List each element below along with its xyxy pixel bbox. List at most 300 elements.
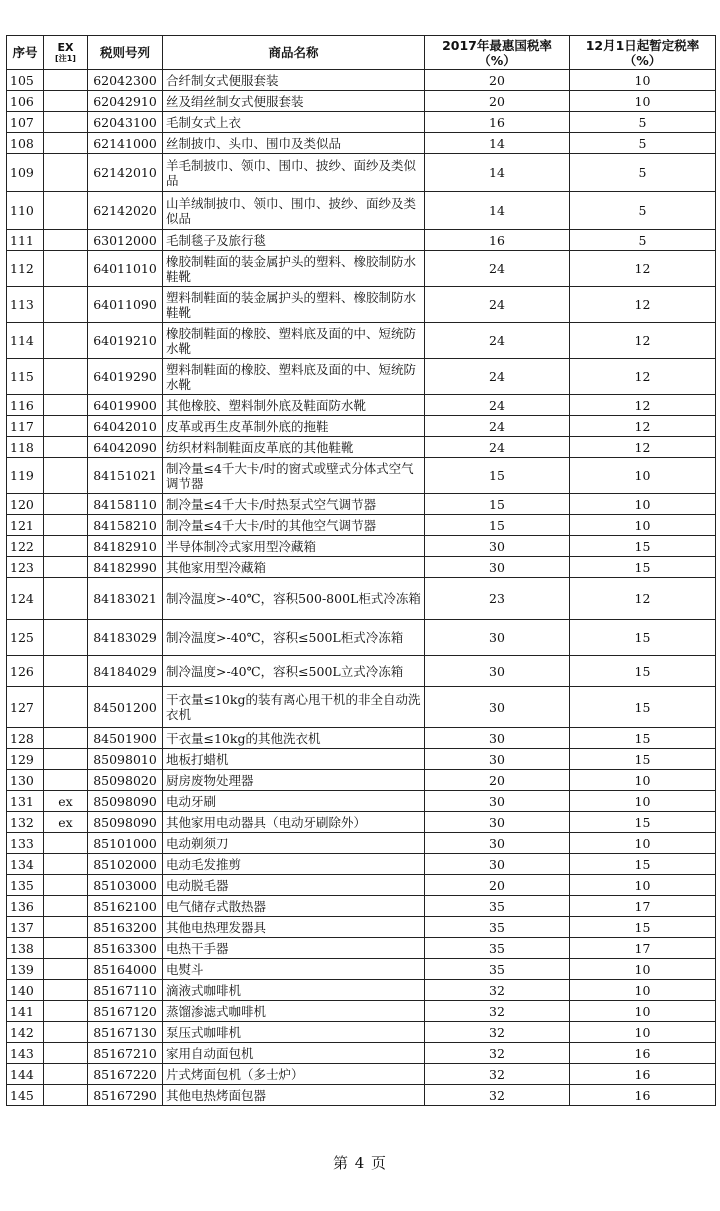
table-row	[7, 437, 716, 458]
cell-tariff-code: 85103000	[88, 875, 163, 896]
cell-temporary-rate: 12	[570, 578, 716, 620]
tariff-table	[6, 35, 716, 1106]
table-row	[7, 416, 716, 437]
table-row	[7, 770, 716, 791]
cell-mfn-rate: 32	[425, 1043, 570, 1064]
cell-seq: 144	[7, 1064, 44, 1085]
table-row	[7, 133, 716, 154]
cell-mfn-rate: 20	[425, 770, 570, 791]
cell-temporary-rate: 12	[570, 416, 716, 437]
cell-seq: 136	[7, 896, 44, 917]
table-row	[7, 1001, 716, 1022]
table-row	[7, 192, 716, 230]
cell-temporary-rate: 10	[570, 833, 716, 854]
cell-product-name: 泵压式咖啡机	[163, 1022, 425, 1043]
cell-mfn-rate: 14	[425, 133, 570, 154]
cell-ex	[44, 557, 88, 578]
cell-temporary-rate: 10	[570, 494, 716, 515]
header-name: 商品名称	[163, 36, 425, 70]
cell-product-name: 皮革或再生皮革制外底的拖鞋	[163, 416, 425, 437]
cell-temporary-rate: 16	[570, 1085, 716, 1106]
table-row	[7, 323, 716, 359]
cell-product-name: 电动剃须刀	[163, 833, 425, 854]
cell-mfn-rate: 32	[425, 1022, 570, 1043]
cell-mfn-rate: 35	[425, 896, 570, 917]
table-row	[7, 557, 716, 578]
cell-tariff-code: 62141000	[88, 133, 163, 154]
cell-tariff-code: 85167290	[88, 1085, 163, 1106]
cell-seq: 124	[7, 578, 44, 620]
table-row	[7, 656, 716, 687]
cell-product-name: 电热干手器	[163, 938, 425, 959]
cell-tariff-code: 84184029	[88, 656, 163, 687]
cell-tariff-code: 85167130	[88, 1022, 163, 1043]
cell-temporary-rate: 10	[570, 959, 716, 980]
table-row	[7, 833, 716, 854]
cell-seq: 112	[7, 251, 44, 287]
table-row	[7, 728, 716, 749]
cell-tariff-code: 85167220	[88, 1064, 163, 1085]
cell-mfn-rate: 23	[425, 578, 570, 620]
header-mfn-rate	[425, 36, 570, 70]
cell-seq: 114	[7, 323, 44, 359]
cell-mfn-rate: 32	[425, 1001, 570, 1022]
table-row	[7, 112, 716, 133]
cell-seq: 131	[7, 791, 44, 812]
cell-tariff-code: 85163300	[88, 938, 163, 959]
cell-seq: 133	[7, 833, 44, 854]
cell-ex	[44, 192, 88, 230]
cell-product-name: 干衣量≤10kg的装有离心甩干机的非全自动洗衣机	[163, 687, 425, 728]
cell-tariff-code: 85098010	[88, 749, 163, 770]
header-code: 税则号列	[88, 36, 163, 70]
cell-seq: 128	[7, 728, 44, 749]
cell-ex	[44, 656, 88, 687]
header-mfn-line2: （%）	[478, 52, 516, 68]
table-row	[7, 791, 716, 812]
cell-product-name: 制冷温度>-40℃，容积≤500L柜式冷冻箱	[163, 620, 425, 656]
table-row	[7, 515, 716, 536]
cell-seq: 106	[7, 91, 44, 112]
cell-tariff-code: 84182910	[88, 536, 163, 557]
cell-product-name: 干衣量≤10kg的其他洗衣机	[163, 728, 425, 749]
cell-product-name: 毛制女式上衣	[163, 112, 425, 133]
cell-product-name: 山羊绒制披巾、领巾、围巾、披纱、面纱及类似品	[163, 192, 425, 230]
cell-ex	[44, 323, 88, 359]
cell-ex	[44, 687, 88, 728]
cell-tariff-code: 64019210	[88, 323, 163, 359]
table-row	[7, 854, 716, 875]
cell-tariff-code: 62042910	[88, 91, 163, 112]
cell-tariff-code: 84501200	[88, 687, 163, 728]
cell-ex	[44, 833, 88, 854]
cell-seq: 135	[7, 875, 44, 896]
cell-product-name: 其他电热理发器具	[163, 917, 425, 938]
cell-mfn-rate: 35	[425, 938, 570, 959]
cell-tariff-code: 84501900	[88, 728, 163, 749]
cell-mfn-rate: 32	[425, 1064, 570, 1085]
cell-ex	[44, 458, 88, 494]
cell-product-name: 其他电热烤面包器	[163, 1085, 425, 1106]
table-row	[7, 287, 716, 323]
cell-product-name: 地板打蜡机	[163, 749, 425, 770]
cell-mfn-rate: 30	[425, 854, 570, 875]
cell-tariff-code: 62142020	[88, 192, 163, 230]
cell-temporary-rate: 15	[570, 557, 716, 578]
cell-temporary-rate: 15	[570, 728, 716, 749]
cell-product-name: 电动牙刷	[163, 791, 425, 812]
cell-product-name: 制冷温度>-40℃，容积500-800L柜式冷冻箱	[163, 578, 425, 620]
cell-temporary-rate: 12	[570, 437, 716, 458]
cell-temporary-rate: 12	[570, 323, 716, 359]
cell-ex	[44, 917, 88, 938]
cell-tariff-code: 85101000	[88, 833, 163, 854]
cell-mfn-rate: 30	[425, 791, 570, 812]
cell-seq: 125	[7, 620, 44, 656]
cell-tariff-code: 64019900	[88, 395, 163, 416]
cell-ex	[44, 959, 88, 980]
table-row	[7, 917, 716, 938]
table-row	[7, 359, 716, 395]
cell-product-name: 羊毛制披巾、领巾、围巾、披纱、面纱及类似品	[163, 154, 425, 192]
cell-mfn-rate: 32	[425, 980, 570, 1001]
cell-product-name: 制冷量≤4千大卡/时的窗式或壁式分体式空气调节器	[163, 458, 425, 494]
table-row	[7, 1085, 716, 1106]
table-row	[7, 494, 716, 515]
cell-temporary-rate: 15	[570, 620, 716, 656]
table-row	[7, 458, 716, 494]
cell-product-name: 其他家用电动器具（电动牙刷除外）	[163, 812, 425, 833]
cell-mfn-rate: 30	[425, 833, 570, 854]
cell-product-name: 电气储存式散热器	[163, 896, 425, 917]
cell-seq: 116	[7, 395, 44, 416]
cell-tariff-code: 85098090	[88, 791, 163, 812]
cell-tariff-code: 64011010	[88, 251, 163, 287]
cell-mfn-rate: 16	[425, 230, 570, 251]
cell-temporary-rate: 15	[570, 536, 716, 557]
cell-ex	[44, 749, 88, 770]
cell-seq: 127	[7, 687, 44, 728]
cell-mfn-rate: 30	[425, 557, 570, 578]
cell-seq: 123	[7, 557, 44, 578]
cell-mfn-rate: 20	[425, 91, 570, 112]
cell-seq: 138	[7, 938, 44, 959]
cell-seq: 111	[7, 230, 44, 251]
cell-seq: 119	[7, 458, 44, 494]
cell-temporary-rate: 15	[570, 917, 716, 938]
cell-product-name: 厨房废物处理器	[163, 770, 425, 791]
cell-temporary-rate: 16	[570, 1064, 716, 1085]
cell-mfn-rate: 30	[425, 749, 570, 770]
cell-seq: 140	[7, 980, 44, 1001]
cell-temporary-rate: 5	[570, 192, 716, 230]
cell-ex	[44, 251, 88, 287]
cell-mfn-rate: 30	[425, 812, 570, 833]
table-row	[7, 395, 716, 416]
cell-product-name: 丝制披巾、头巾、围巾及类似品	[163, 133, 425, 154]
cell-ex	[44, 70, 88, 91]
cell-tariff-code: 84158110	[88, 494, 163, 515]
table-row	[7, 578, 716, 620]
cell-tariff-code: 84183029	[88, 620, 163, 656]
cell-tariff-code: 85098090	[88, 812, 163, 833]
cell-product-name: 制冷量≤4千大卡/时热泵式空气调节器	[163, 494, 425, 515]
cell-seq: 139	[7, 959, 44, 980]
cell-seq: 121	[7, 515, 44, 536]
cell-temporary-rate: 12	[570, 287, 716, 323]
cell-mfn-rate: 14	[425, 154, 570, 192]
cell-product-name: 橡胶制鞋面的装金属护头的塑料、橡胶制防水鞋靴	[163, 251, 425, 287]
cell-ex	[44, 536, 88, 557]
cell-temporary-rate: 5	[570, 154, 716, 192]
cell-seq: 134	[7, 854, 44, 875]
cell-temporary-rate: 15	[570, 749, 716, 770]
cell-ex	[44, 154, 88, 192]
cell-seq: 141	[7, 1001, 44, 1022]
cell-product-name: 其他家用型冷藏箱	[163, 557, 425, 578]
cell-seq: 108	[7, 133, 44, 154]
cell-product-name: 橡胶制鞋面的橡胶、塑料底及面的中、短统防水靴	[163, 323, 425, 359]
cell-seq: 145	[7, 1085, 44, 1106]
cell-ex	[44, 1064, 88, 1085]
cell-tariff-code: 84158210	[88, 515, 163, 536]
cell-seq: 130	[7, 770, 44, 791]
cell-tariff-code: 64011090	[88, 287, 163, 323]
cell-seq: 129	[7, 749, 44, 770]
cell-tariff-code: 84182990	[88, 557, 163, 578]
cell-product-name: 塑料制鞋面的橡胶、塑料底及面的中、短统防水靴	[163, 359, 425, 395]
header-seq: 序号	[7, 36, 44, 70]
cell-ex	[44, 770, 88, 791]
cell-ex	[44, 359, 88, 395]
cell-product-name: 毛制毯子及旅行毯	[163, 230, 425, 251]
cell-tariff-code: 85102000	[88, 854, 163, 875]
cell-temporary-rate: 12	[570, 251, 716, 287]
table-row	[7, 749, 716, 770]
cell-temporary-rate: 5	[570, 133, 716, 154]
header-ex	[44, 36, 88, 70]
cell-ex	[44, 578, 88, 620]
cell-mfn-rate: 24	[425, 287, 570, 323]
cell-seq: 137	[7, 917, 44, 938]
cell-seq: 105	[7, 70, 44, 91]
cell-temporary-rate: 5	[570, 230, 716, 251]
cell-temporary-rate: 10	[570, 770, 716, 791]
cell-product-name: 其他橡胶、塑料制外底及鞋面防水靴	[163, 395, 425, 416]
cell-ex: ex	[44, 812, 88, 833]
cell-mfn-rate: 16	[425, 112, 570, 133]
cell-temporary-rate: 10	[570, 458, 716, 494]
cell-product-name: 电动毛发推剪	[163, 854, 425, 875]
cell-ex	[44, 854, 88, 875]
cell-mfn-rate: 20	[425, 70, 570, 91]
cell-mfn-rate: 24	[425, 416, 570, 437]
cell-ex	[44, 133, 88, 154]
cell-mfn-rate: 30	[425, 656, 570, 687]
cell-ex	[44, 728, 88, 749]
cell-product-name: 纺织材料制鞋面皮革底的其他鞋靴	[163, 437, 425, 458]
cell-temporary-rate: 16	[570, 1043, 716, 1064]
cell-mfn-rate: 30	[425, 687, 570, 728]
header-ex-label: EX	[57, 41, 74, 54]
header-temp-line2: （%）	[623, 52, 662, 68]
cell-ex	[44, 1022, 88, 1043]
table-row	[7, 251, 716, 287]
cell-mfn-rate: 24	[425, 395, 570, 416]
cell-temporary-rate: 17	[570, 896, 716, 917]
table-row	[7, 938, 716, 959]
cell-ex	[44, 91, 88, 112]
cell-seq: 120	[7, 494, 44, 515]
cell-tariff-code: 85162100	[88, 896, 163, 917]
cell-temporary-rate: 17	[570, 938, 716, 959]
cell-mfn-rate: 15	[425, 494, 570, 515]
cell-seq: 132	[7, 812, 44, 833]
cell-seq: 118	[7, 437, 44, 458]
cell-temporary-rate: 15	[570, 656, 716, 687]
cell-product-name: 电熨斗	[163, 959, 425, 980]
header-mfn-line1: 2017年最惠国税率	[442, 37, 552, 53]
cell-temporary-rate: 15	[570, 854, 716, 875]
cell-mfn-rate: 14	[425, 192, 570, 230]
cell-temporary-rate: 15	[570, 812, 716, 833]
cell-temporary-rate: 12	[570, 395, 716, 416]
header-ex-note: [注1]	[55, 54, 76, 63]
cell-product-name: 制冷量≤4千大卡/时的其他空气调节器	[163, 515, 425, 536]
cell-mfn-rate: 32	[425, 1085, 570, 1106]
table-row	[7, 536, 716, 557]
cell-ex	[44, 1085, 88, 1106]
cell-tariff-code: 62142010	[88, 154, 163, 192]
cell-product-name: 丝及绢丝制女式便服套装	[163, 91, 425, 112]
cell-mfn-rate: 35	[425, 959, 570, 980]
page-number: 第 4 页	[332, 1154, 388, 1172]
cell-tariff-code: 85167110	[88, 980, 163, 1001]
cell-tariff-code: 64042010	[88, 416, 163, 437]
cell-ex	[44, 494, 88, 515]
cell-seq: 109	[7, 154, 44, 192]
cell-temporary-rate: 10	[570, 1001, 716, 1022]
header-temp-rate	[570, 36, 716, 70]
cell-mfn-rate: 15	[425, 458, 570, 494]
cell-tariff-code: 62043100	[88, 112, 163, 133]
cell-ex	[44, 620, 88, 656]
cell-tariff-code: 85163200	[88, 917, 163, 938]
table-row	[7, 1064, 716, 1085]
cell-ex	[44, 896, 88, 917]
cell-ex	[44, 287, 88, 323]
cell-product-name: 片式烤面包机（多士炉）	[163, 1064, 425, 1085]
cell-mfn-rate: 24	[425, 323, 570, 359]
cell-mfn-rate: 24	[425, 251, 570, 287]
cell-ex	[44, 112, 88, 133]
cell-tariff-code: 85167210	[88, 1043, 163, 1064]
cell-tariff-code: 85167120	[88, 1001, 163, 1022]
cell-mfn-rate: 20	[425, 875, 570, 896]
cell-mfn-rate: 24	[425, 359, 570, 395]
cell-temporary-rate: 10	[570, 515, 716, 536]
cell-ex	[44, 875, 88, 896]
cell-product-name: 制冷温度>-40℃，容积≤500L立式冷冻箱	[163, 656, 425, 687]
cell-product-name: 半导体制冷式家用型冷藏箱	[163, 536, 425, 557]
cell-ex	[44, 980, 88, 1001]
cell-mfn-rate: 30	[425, 536, 570, 557]
cell-ex	[44, 230, 88, 251]
cell-tariff-code: 84183021	[88, 578, 163, 620]
cell-seq: 142	[7, 1022, 44, 1043]
cell-product-name: 塑料制鞋面的装金属护头的塑料、橡胶制防水鞋靴	[163, 287, 425, 323]
cell-ex	[44, 437, 88, 458]
table-row	[7, 1043, 716, 1064]
cell-ex	[44, 938, 88, 959]
table-body	[7, 70, 716, 1106]
table-row	[7, 91, 716, 112]
table-row	[7, 980, 716, 1001]
table-header	[7, 36, 716, 70]
table-row	[7, 896, 716, 917]
table-row	[7, 959, 716, 980]
table-row	[7, 875, 716, 896]
table-row	[7, 70, 716, 91]
cell-ex	[44, 416, 88, 437]
cell-seq: 115	[7, 359, 44, 395]
cell-temporary-rate: 10	[570, 91, 716, 112]
cell-seq: 122	[7, 536, 44, 557]
cell-mfn-rate: 15	[425, 515, 570, 536]
cell-mfn-rate: 35	[425, 917, 570, 938]
cell-temporary-rate: 10	[570, 980, 716, 1001]
cell-temporary-rate: 10	[570, 1022, 716, 1043]
cell-seq: 117	[7, 416, 44, 437]
table-row	[7, 620, 716, 656]
cell-temporary-rate: 10	[570, 791, 716, 812]
cell-seq: 143	[7, 1043, 44, 1064]
cell-mfn-rate: 30	[425, 728, 570, 749]
cell-temporary-rate: 12	[570, 359, 716, 395]
cell-product-name: 家用自动面包机	[163, 1043, 425, 1064]
cell-tariff-code: 63012000	[88, 230, 163, 251]
table-row	[7, 687, 716, 728]
cell-temporary-rate: 5	[570, 112, 716, 133]
table-row	[7, 812, 716, 833]
cell-temporary-rate: 15	[570, 687, 716, 728]
table-row	[7, 154, 716, 192]
cell-seq: 113	[7, 287, 44, 323]
table-row	[7, 1022, 716, 1043]
cell-seq: 107	[7, 112, 44, 133]
cell-tariff-code: 64042090	[88, 437, 163, 458]
cell-tariff-code: 64019290	[88, 359, 163, 395]
cell-temporary-rate: 10	[570, 875, 716, 896]
cell-ex	[44, 1001, 88, 1022]
cell-mfn-rate: 24	[425, 437, 570, 458]
header-temp-line1: 12月1日起暂定税率	[585, 37, 700, 53]
cell-ex	[44, 395, 88, 416]
cell-tariff-code: 85098020	[88, 770, 163, 791]
cell-mfn-rate: 30	[425, 620, 570, 656]
cell-ex: ex	[44, 791, 88, 812]
cell-ex	[44, 515, 88, 536]
cell-temporary-rate: 10	[570, 70, 716, 91]
cell-ex	[44, 1043, 88, 1064]
cell-product-name: 蒸馏渗滤式咖啡机	[163, 1001, 425, 1022]
cell-product-name: 合纤制女式便服套装	[163, 70, 425, 91]
cell-seq: 126	[7, 656, 44, 687]
cell-seq: 110	[7, 192, 44, 230]
cell-tariff-code: 62042300	[88, 70, 163, 91]
cell-product-name: 电动脱毛器	[163, 875, 425, 896]
cell-tariff-code: 85164000	[88, 959, 163, 980]
